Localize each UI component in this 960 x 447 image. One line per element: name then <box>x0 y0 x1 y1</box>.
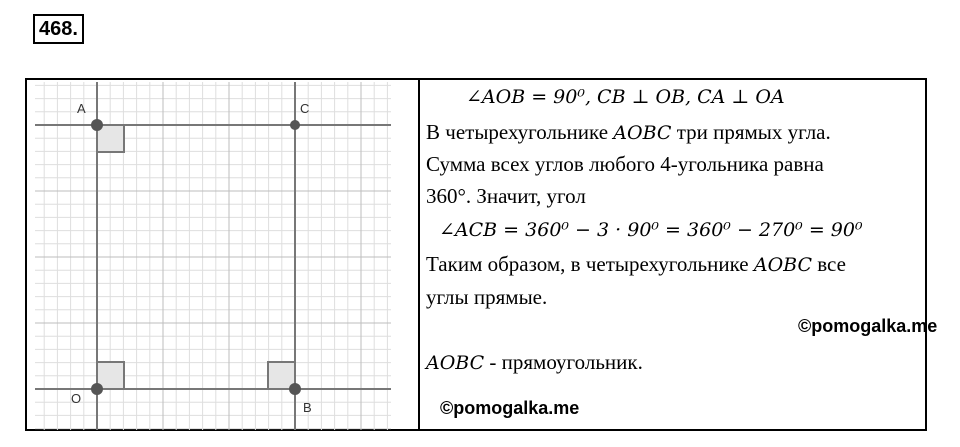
text-fragment: все <box>812 252 846 276</box>
text-fragment: Таким образом, в четырехугольнике <box>426 252 754 276</box>
quad-name: AOBC <box>753 254 813 276</box>
geometry-figure <box>35 82 415 430</box>
point-b <box>289 383 301 395</box>
label-c: C <box>300 101 310 116</box>
label-a: A <box>77 101 86 116</box>
statement-therefore: 360°. Значит, угол <box>426 184 586 208</box>
text-fragment: В четырехугольнике <box>426 120 614 144</box>
label-b: B <box>303 400 312 415</box>
watermark-right: ©pomogalka.me <box>798 316 938 336</box>
point-c <box>290 120 300 130</box>
point-o <box>91 383 103 395</box>
statement-three-right-angles <box>426 118 831 147</box>
statement-conclusion <box>426 250 846 279</box>
solution-text <box>426 80 938 429</box>
quad-name: AOBC <box>613 122 672 144</box>
statement-all-right: углы прямые. <box>426 285 548 309</box>
grid <box>35 82 391 430</box>
point-a <box>91 119 103 131</box>
calculation-angle-acb: ∠ACB = 360⁰ − 3 · 90⁰ = 360⁰ − 270⁰ = 90⁰ <box>439 219 863 241</box>
text-fragment: три прямых угла. <box>671 120 831 144</box>
watermark-bottom: ©pomogalka.me <box>440 398 580 418</box>
label-o: O <box>71 391 82 406</box>
problem-number: 468. <box>33 14 84 44</box>
solution-frame <box>25 78 938 431</box>
quad-name: AOBC <box>426 352 485 374</box>
text-fragment: - прямоугольник. <box>484 350 643 374</box>
statement-angle-sum: Сумма всех углов любого 4-угольника равна <box>426 152 824 176</box>
final-answer <box>426 348 643 377</box>
given-conditions: ∠AOB = 90⁰, CB ⊥ OB, CA ⊥ OA <box>466 86 785 108</box>
column-divider <box>418 80 420 429</box>
